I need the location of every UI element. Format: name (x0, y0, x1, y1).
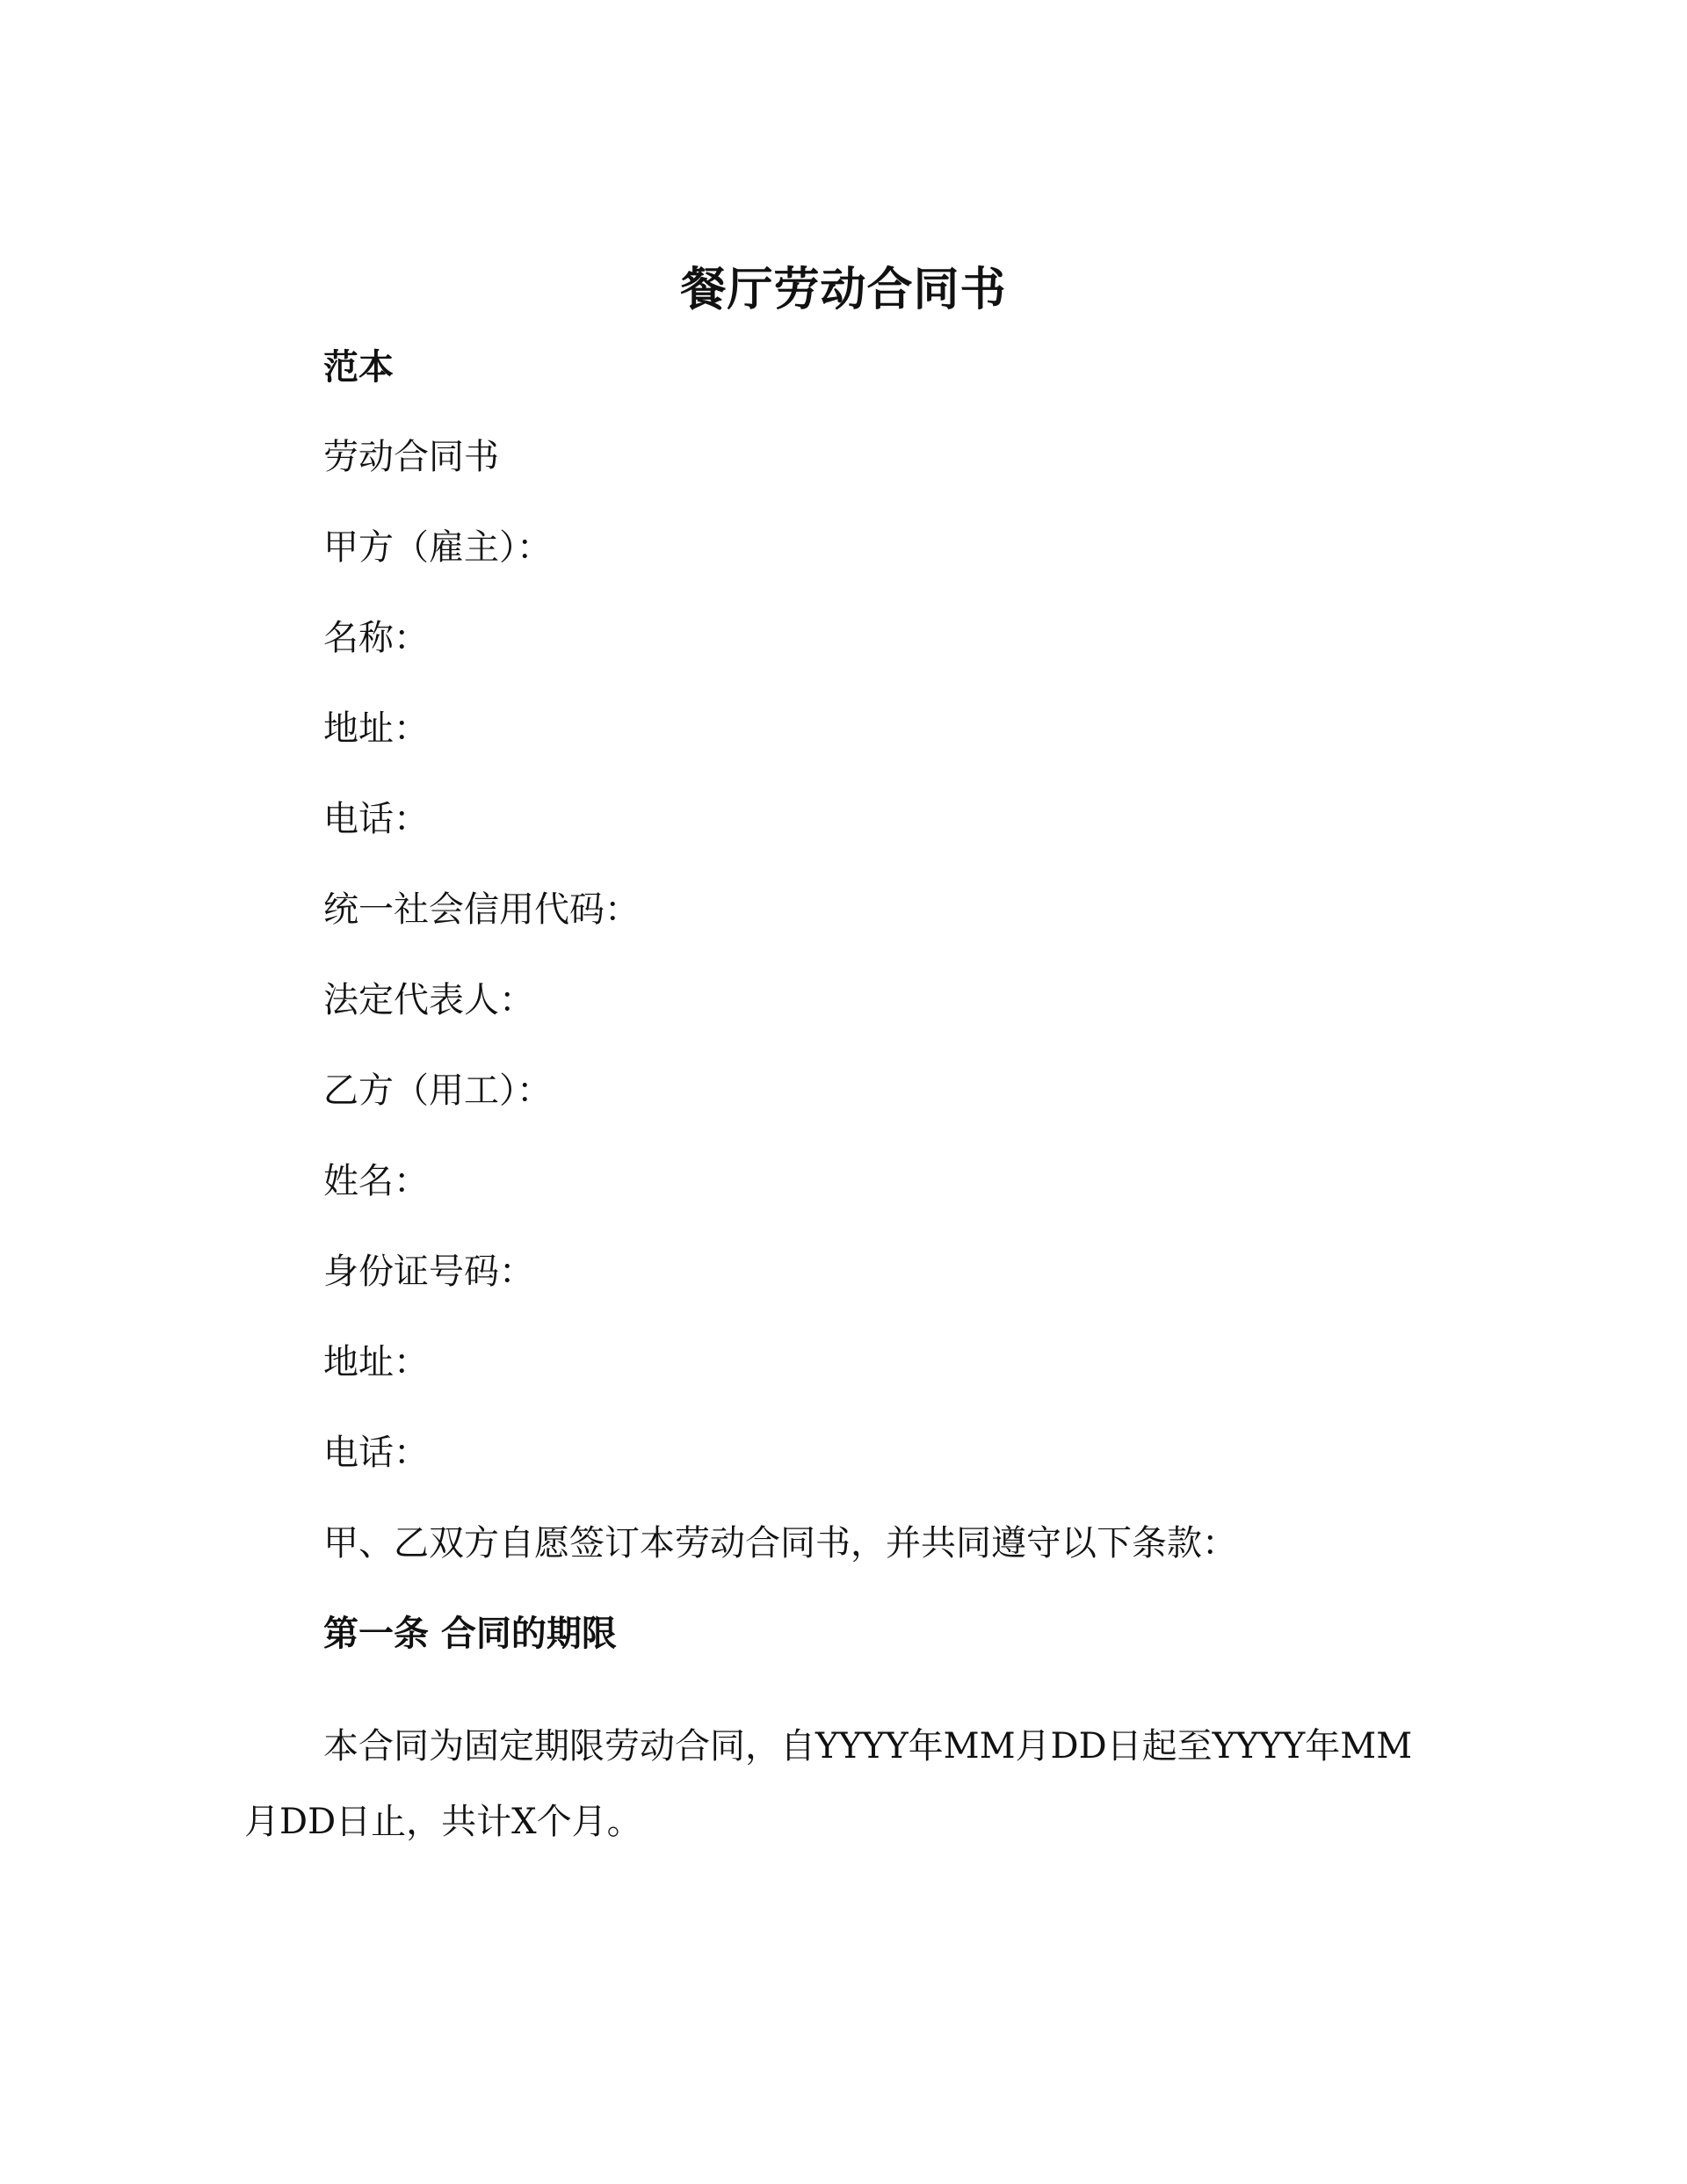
party-a-credit-code-field: 统一社会信用代码： (323, 889, 640, 930)
party-a-heading: 甲方（雇主）： (323, 527, 552, 568)
party-a-legal-rep-field: 法定代表人： (323, 980, 534, 1020)
document-title: 餐厅劳动合同书 (680, 263, 1007, 316)
contract-subtitle: 劳动合同书 (323, 437, 499, 477)
party-b-id-field: 身份证号码： (323, 1252, 534, 1292)
party-a-address-field: 地址： (323, 708, 429, 749)
party-b-heading: 乙方（用工）： (323, 1070, 552, 1111)
party-a-name-field: 名称： (323, 618, 429, 658)
party-b-name-field: 姓名： (323, 1161, 429, 1201)
party-b-address-field: 地址： (323, 1342, 429, 1382)
agreement-statement: 甲、乙双方自愿签订本劳动合同书，并共同遵守以下条款： (323, 1523, 1237, 1564)
party-a-phone-field: 电话： (323, 799, 429, 839)
template-label: 范本 (323, 346, 394, 388)
article-1-heading: 第一条 合同的期限 (323, 1613, 617, 1654)
article-1-text: 本合同为固定期限劳动合同，自YYYY年MM月DD日起至YYYY年MM月DD日止，共计X个月。 (244, 1726, 1413, 1842)
party-b-phone-field: 电话： (323, 1433, 429, 1473)
